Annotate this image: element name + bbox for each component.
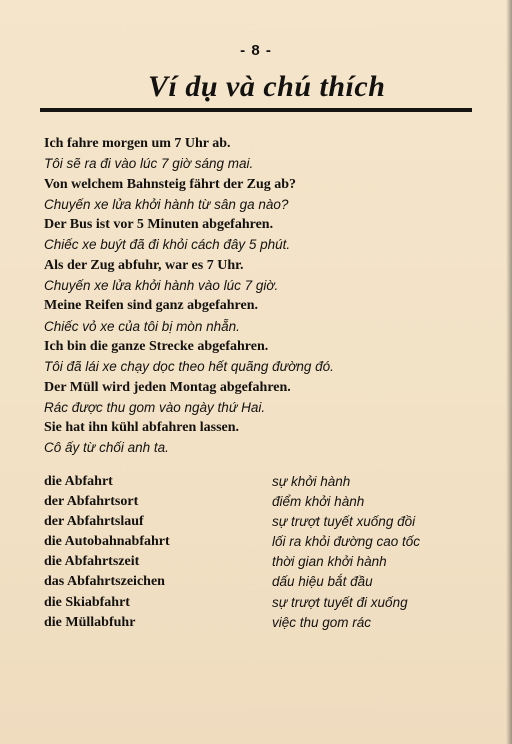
- example-sentences: [44, 134, 464, 459]
- vocabulary-term: die Müllabfuhr: [44, 614, 136, 630]
- page-edge-shadow: [506, 0, 512, 744]
- example-german: Der Müll wird jeden Montag abgefahren.: [44, 379, 291, 395]
- example-vietnamese: Chiếc vỏ xe của tôi bị mòn nhẵn.: [44, 318, 240, 334]
- page-number: - 8 -: [240, 42, 272, 59]
- vocabulary-term: das Abfahrtszeichen: [44, 574, 165, 590]
- vocabulary-row: [44, 532, 464, 552]
- example-vietnamese: Chiếc xe buýt đã đi khỏi cách đây 5 phút.: [44, 237, 291, 253]
- vocabulary-translation: dấu hiệu bắt đầu: [272, 574, 373, 590]
- example-german: Der Bus ist vor 5 Minuten abgefahren.: [44, 217, 274, 233]
- vocabulary-term: der Abfahrtslauf: [44, 514, 144, 530]
- vocabulary-translation: việc thu gom rác: [272, 614, 372, 630]
- vocabulary-term: der Abfahrtsort: [44, 494, 139, 510]
- example-german: Von welchem Bahnsteig fährt der Zug ab?: [44, 176, 297, 192]
- vocabulary-term: die Abfahrt: [44, 474, 113, 489]
- vocabulary-translation: điểm khởi hành: [272, 494, 365, 510]
- vocabulary-row: [44, 593, 464, 613]
- vocabulary-row: [44, 472, 464, 492]
- vocabulary-row: [44, 552, 464, 572]
- example-german: Ich fahre morgen um 7 Uhr ab.: [44, 136, 231, 151]
- vocabulary-term: die Skiabfahrt: [44, 594, 130, 610]
- vocabulary-translation: thời gian khởi hành: [272, 554, 387, 570]
- example-vietnamese: Rác được thu gom vào ngày thứ Hai.: [44, 399, 266, 415]
- title-underline: [40, 108, 472, 112]
- vocabulary-row: [44, 613, 464, 633]
- vocabulary-translation: sự trượt tuyết đi xuống: [272, 594, 408, 610]
- example-vietnamese: Tôi sẽ ra đi vào lúc 7 giờ sáng mai.: [44, 156, 254, 172]
- example-vietnamese: Cô ấy từ chối anh ta.: [44, 440, 169, 456]
- vocabulary-translation: lối ra khỏi đường cao tốc: [272, 534, 421, 550]
- vocabulary-row: [44, 492, 464, 512]
- chapter-title: Ví dụ và chú thích: [148, 70, 386, 103]
- vocabulary-term: die Autobahnabfahrt: [44, 534, 170, 550]
- vocabulary-row: [44, 572, 464, 592]
- example-vietnamese: Chuyến xe lửa khởi hành từ sân ga nào?: [44, 196, 289, 212]
- example-vietnamese: Chuyến xe lửa khởi hành vào lúc 7 giờ.: [44, 278, 279, 294]
- vocabulary-list: [44, 472, 464, 633]
- vocabulary-row: [44, 512, 464, 532]
- example-german: Sie hat ihn kühl abfahren lassen.: [44, 420, 240, 436]
- example-german: Meine Reifen sind ganz abgefahren.: [44, 298, 259, 314]
- example-vietnamese: Tôi đã lái xe chạy dọc theo hết quãng đường đó.: [44, 359, 334, 375]
- vocabulary-translation: sự khởi hành: [272, 474, 351, 489]
- example-german: Ich bin die ganze Strecke abgefahren.: [44, 338, 269, 354]
- example-german: Als der Zug abfuhr, war es 7 Uhr.: [44, 257, 244, 273]
- vocabulary-term: die Abfahrtszeit: [44, 554, 140, 570]
- vocabulary-translation: sự trượt tuyết xuống đồi: [272, 514, 416, 530]
